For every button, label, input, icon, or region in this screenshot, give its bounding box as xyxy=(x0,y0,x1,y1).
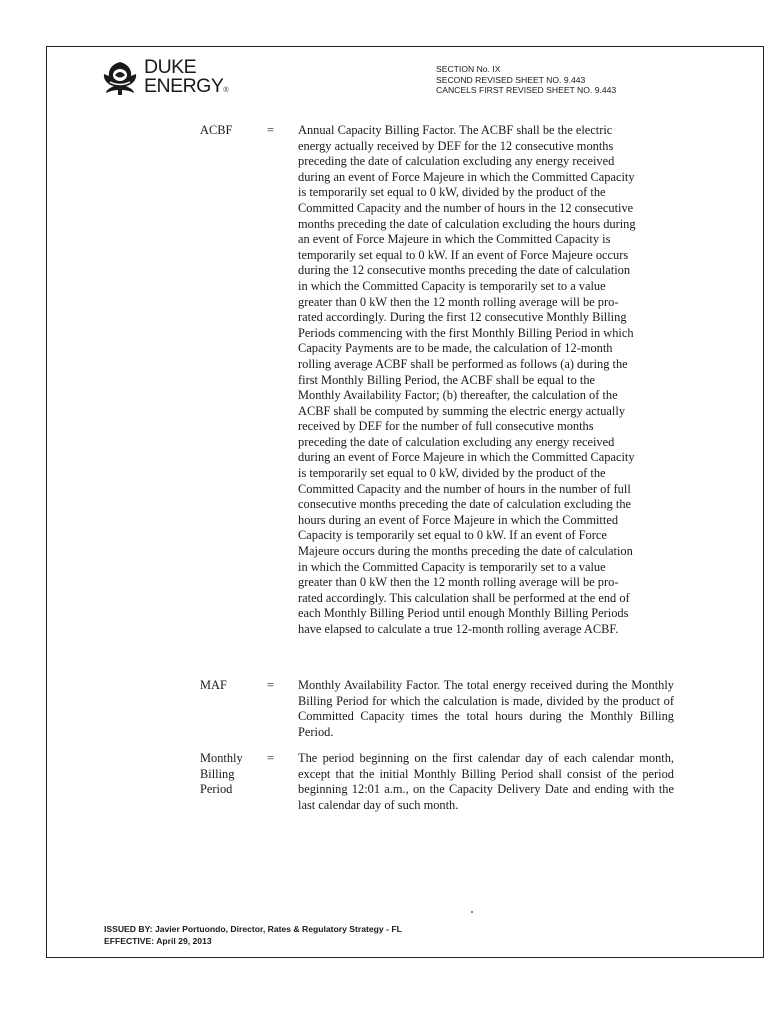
definition-line: during the 12 consecutive months preceding the date of calculation xyxy=(298,263,631,278)
effective-label: EFFECTIVE: xyxy=(104,935,155,946)
definition-line: Monthly Availability Factor; (b) thereafter, the calculation of the xyxy=(298,388,618,403)
section-number: SECTION No. IX xyxy=(436,64,501,74)
definition-line: months preceding the date of calculation excluding the hours during xyxy=(298,216,636,231)
definition-line: energy actually received by DEF for the 12 consecutive months xyxy=(298,138,614,153)
term-monthly-billing-period xyxy=(200,751,260,798)
definition-line: consecutive months preceding the date of calculation excluding the xyxy=(298,497,632,512)
definition-line: have elapsed to calculate a true 12-month rolling average ACBF. xyxy=(298,622,619,636)
equals-sign: = xyxy=(267,123,274,137)
definition-line: an event of Force Majeure in which the Committed Capacity is xyxy=(298,232,611,247)
logo-word-energy: ENERGY xyxy=(144,75,224,97)
definition-line: is temporarily set equal to 0 kW, divided by the product of the xyxy=(298,185,606,200)
definition-line: Committed Capacity and the number of hours in the number of full xyxy=(298,481,631,496)
definition-line: first Monthly Billing Period, the ACBF shall be equal to the xyxy=(298,372,596,387)
definition-acbf xyxy=(298,123,674,638)
sheet-number: SECOND REVISED SHEET NO. 9.443 xyxy=(436,74,586,85)
definition-line: rated accordingly. This calculation shall be performed at the end of xyxy=(298,590,630,605)
equals-sign: = xyxy=(267,751,274,765)
definition-line: Majeure occurs during the months preceding the date of calculation xyxy=(298,544,633,559)
definition-line: received by DEF for the number of full consecutive months xyxy=(298,419,594,434)
definition-line: each Monthly Billing Period until enough Monthly Billing Periods xyxy=(298,606,629,621)
equals-sign: = xyxy=(267,678,274,692)
definition-line: in which the Committed Capacity is temporarily set to a value xyxy=(298,278,606,293)
definition-line: ACBF shall be computed by summing the electric energy actually xyxy=(298,403,626,418)
definition-line: Committed Capacity and the number of hours in the 12 consecutive xyxy=(298,200,634,215)
definition-line: during an event of Force Majeure in which the Committed Capacity xyxy=(298,450,635,465)
cancels-sheet: CANCELS FIRST REVISED SHEET NO. 9.443 xyxy=(436,85,617,95)
definition-line: preceding the date of calculation excluding any energy received xyxy=(298,154,615,169)
definition-monthly-billing-period: The period beginning on the first calendar day of each calendar month, except that the initial Monthly Billing Period shall consist of the period beginning 12:01 a.m., on the Capacity Delivery Date and ending with the last calendar day of such month. xyxy=(298,751,674,812)
definition-line: rolling average ACBF shall be performed as follows (a) during the xyxy=(298,356,628,371)
duke-energy-logo xyxy=(100,58,230,100)
definition-line: greater than 0 kW then the 12 month rolling average will be pro- xyxy=(298,575,619,590)
duke-energy-emblem-icon xyxy=(100,60,140,98)
definition-maf: Monthly Availability Factor. The total energy received during the Monthly Billing Period for which the calculation is made, divided by the product of Committed Capacity times the total hours during the Monthly Billing Period. xyxy=(298,678,674,739)
definition-line: preceding the date of calculation excluding any energy received xyxy=(298,434,615,449)
definition-line: Capacity Payments are to be made, the calculation of 12-month xyxy=(298,341,613,356)
definition-line: during an event of Force Majeure in which the Committed Capacity xyxy=(298,169,635,184)
issuance-footer xyxy=(104,924,402,947)
term-line: Monthly xyxy=(200,751,243,765)
term-line: Period xyxy=(200,782,233,797)
issued-by-value: Javier Portuondo, Director, Rates & Regulatory Strategy - FL xyxy=(154,924,402,934)
definition-line: in which the Committed Capacity is temporarily set to a value xyxy=(298,559,606,574)
effective-value: April 29, 2013 xyxy=(156,935,212,946)
sheet-header xyxy=(436,64,616,96)
logo-word-duke: DUKE xyxy=(144,56,197,78)
registered-mark: ® xyxy=(223,87,229,94)
term-maf: MAF xyxy=(200,678,227,692)
definition-line: temporarily set equal to 0 kW. If an event of Force Majeure occurs xyxy=(298,247,629,262)
definition-line: is temporarily set equal to 0 kW, divided by the product of the xyxy=(298,466,606,481)
definition-line: Periods commencing with the first Monthly Billing Period in which xyxy=(298,325,634,340)
definition-line: hours during an event of Force Majeure in which the Committed xyxy=(298,512,619,527)
scan-speck xyxy=(471,911,473,913)
definition-line: rated accordingly. During the first 12 consecutive Monthly Billing xyxy=(298,310,627,325)
definition-line: Annual Capacity Billing Factor. The ACBF shall be the electric xyxy=(298,123,613,137)
term-acbf: ACBF xyxy=(200,123,233,137)
definition-line: greater than 0 kW then the 12 month rolling average will be pro- xyxy=(298,294,619,309)
definition-line: Capacity is temporarily set equal to 0 kW. If an event of Force xyxy=(298,528,607,543)
term-line: Billing xyxy=(200,766,235,781)
issued-by-label: ISSUED BY: xyxy=(104,924,153,934)
